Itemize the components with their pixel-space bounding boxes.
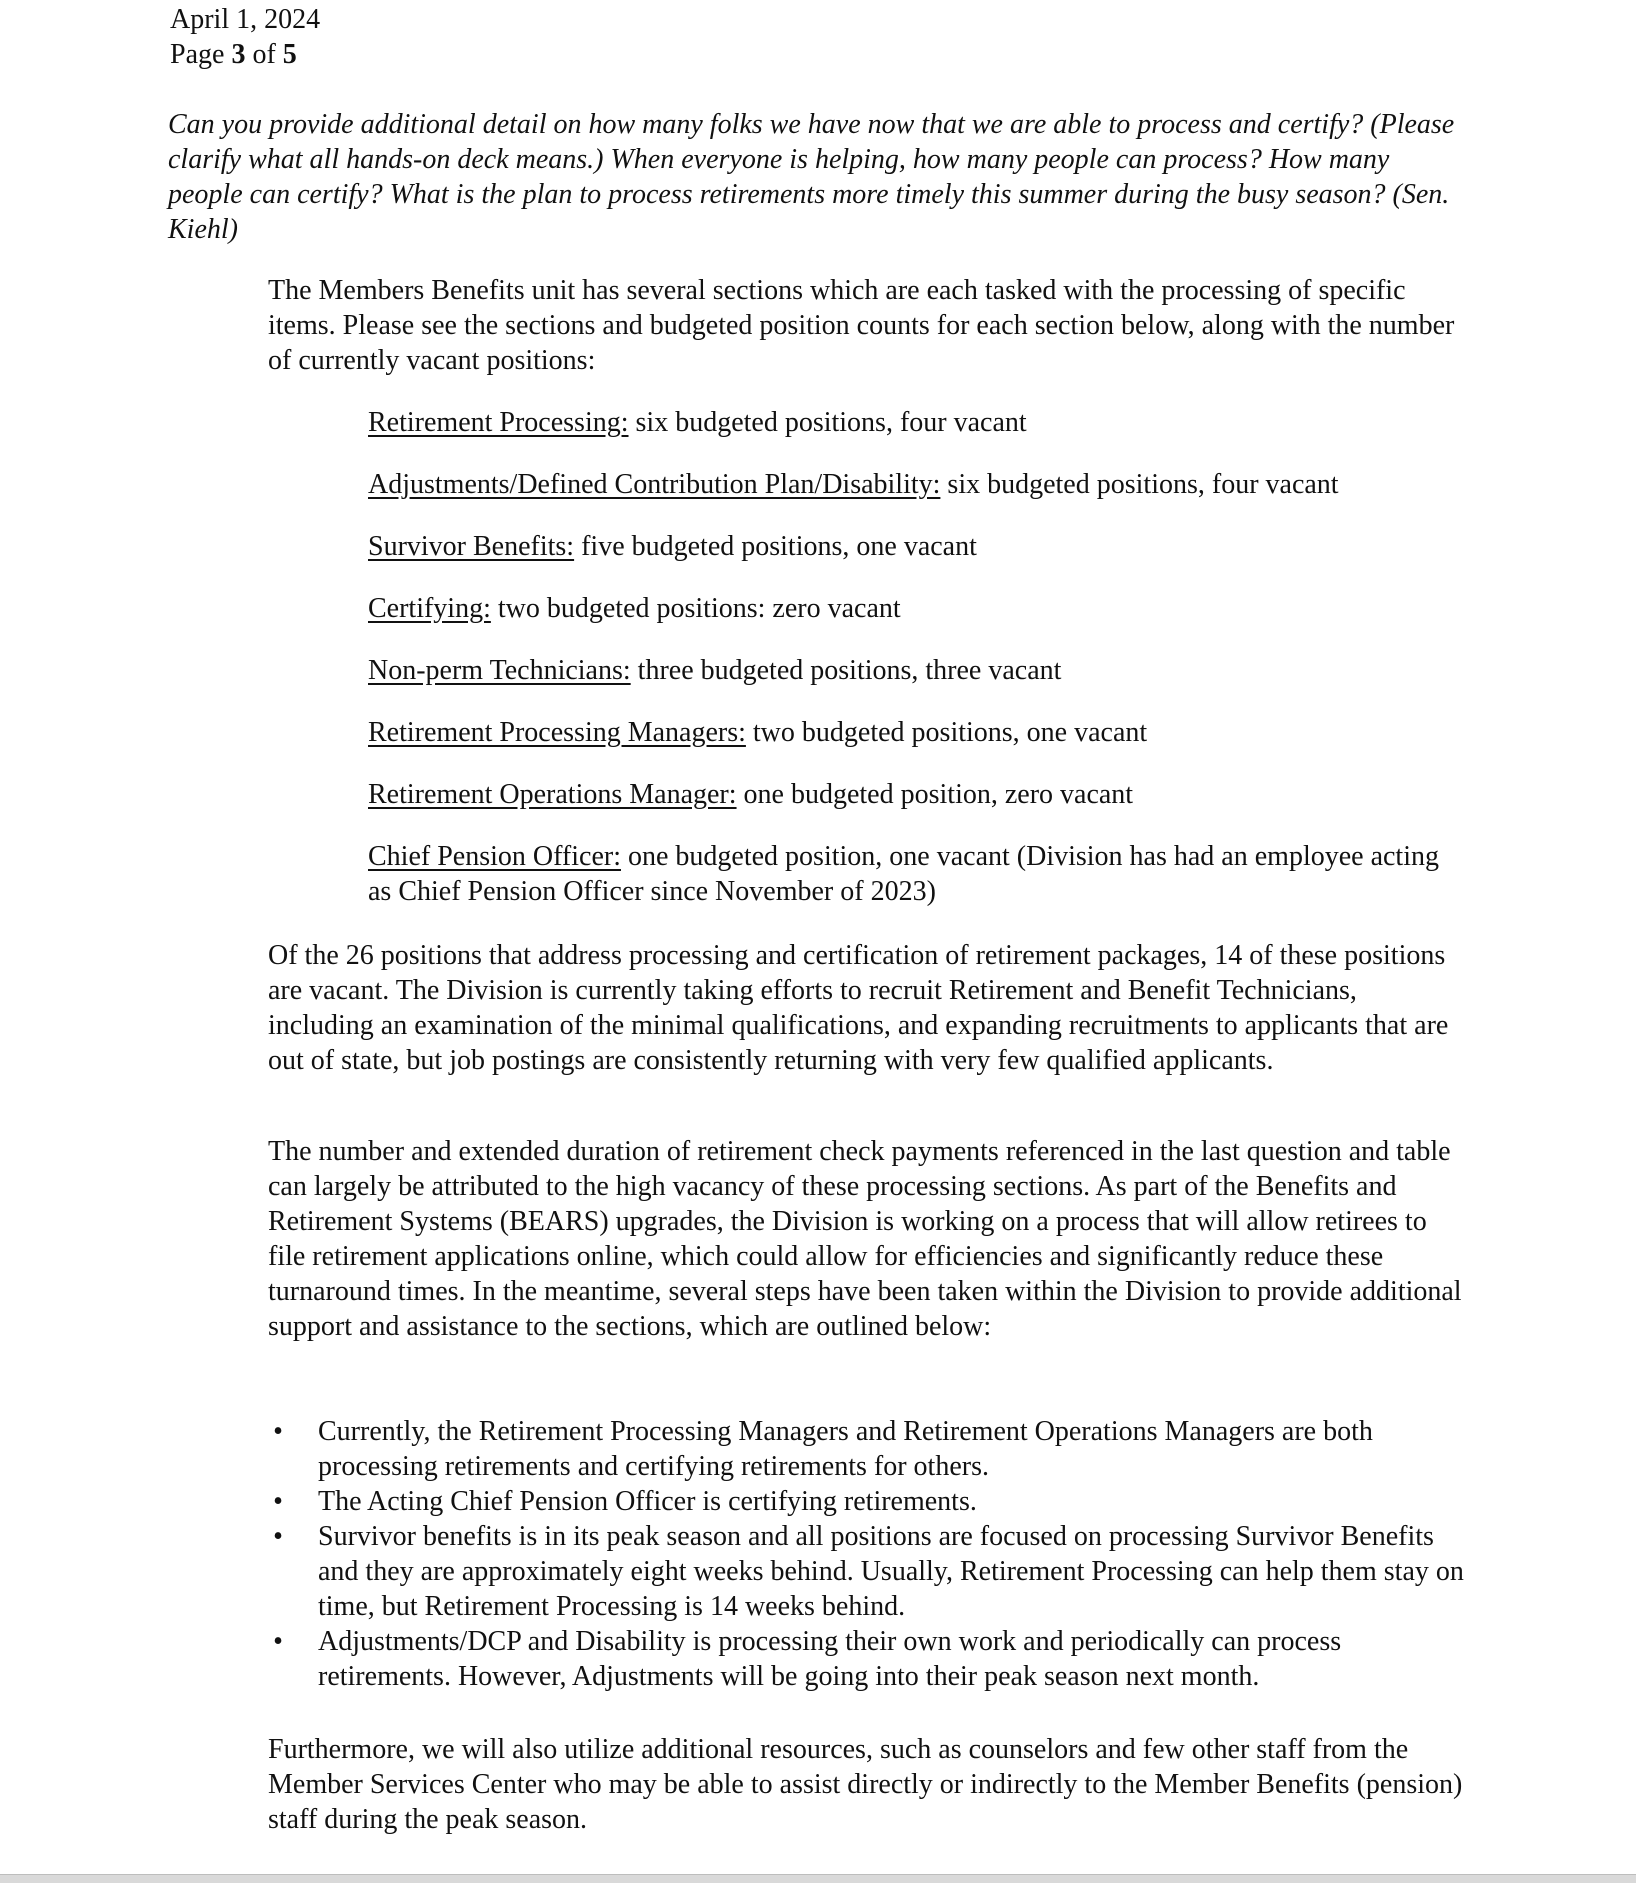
section-item [368,715,1468,750]
vacancies-paragraph: Of the 26 positions that address processing and certification of retirement packages, 14 of these positions are vacant. The Division is currently taking efforts to recruit Retirement and Benefit Technicians, including an examination of the minimal qualifications, and expanding recruitments to applicants that are out of state, but job postings are consistently returning with very few qualified applicants. [268,940,1449,1076]
intro-paragraph: The Members Benefits unit has several sections which are each tasked with the processing of specific items. Please see the sections and budgeted position counts for each section below, along with the number of currently vacant positions: [268,275,1455,376]
furthermore-paragraph: Furthermore, we will also utilize additional resources, such as counselors and few other staff from the Member Services Center who may be able to assist directly or indirectly to the Member Benefits (pension) staff during the peak season. [268,1734,1463,1835]
bullet-icon: • [273,1486,283,1517]
section-name: Survivor Benefits: [368,531,575,562]
list-item [268,1484,1468,1519]
section-detail: five budgeted positions, one vacant [574,531,977,562]
list-item [268,1624,1468,1694]
section-detail: three budgeted positions, three vacant [630,655,1062,686]
section-item [368,653,1468,688]
section-name: Certifying: [368,593,491,624]
section-detail: two budgeted positions, one vacant [745,717,1148,748]
bullet-icon: • [273,1626,283,1657]
bullet-icon: • [273,1416,283,1447]
page-prefix: Page [170,39,232,70]
section-name: Retirement Operations Manager: [368,779,737,810]
section-item [368,777,1468,812]
section-name: Adjustments/Defined Contribution Plan/Disability: [368,469,941,500]
list-item [268,1519,1468,1624]
bullet-text: Currently, the Retirement Processing Managers and Retirement Operations Managers are both processing retirements and certifying retirements for others. [318,1416,1373,1482]
section-item [368,467,1468,502]
list-item [268,1414,1468,1484]
page-current: 3 [231,39,246,70]
section-item [368,591,1468,626]
bullet-text: The Acting Chief Pension Officer is certifying retirements. [318,1486,977,1517]
section-item [368,405,1468,440]
section-detail: one budgeted position, zero vacant [736,779,1134,810]
header-date: April 1, 2024 [170,4,321,35]
section-detail: one budgeted position, one vacant (Division has had an employee acting as Chief Pension Officer since November of 2023) [368,841,1439,907]
section-detail: two budgeted positions: zero vacant [490,593,901,624]
section-list [368,405,1468,936]
section-name: Non-perm Technicians: [368,655,631,686]
section-item [368,529,1468,564]
bears-paragraph: The number and extended duration of retirement check payments referenced in the last question and table can largely be attributed to the high vacancy of these processing sections. As part of the Benefits and Retirement Systems (BEARS) upgrades, the Division is working on a process that will allow retirees to file retirement applications online, which could allow for efficiencies and significantly reduce these turnaround times. In the meantime, several steps have been taken within the Division to provide additional support and assistance to the sections, which are outlined below: [268,1136,1462,1342]
question-text: Can you provide additional detail on how many folks we have now that we are able to process and certify? (Please clarify what all hands-on deck means.) When everyone is helping, how many people can process? How many people can certify? What is the plan to process retirements more timely this summer during the busy season? (Sen. Kiehl) [168,109,1455,245]
bullet-list [268,1414,1468,1694]
section-detail: six budgeted positions, four vacant [628,407,1027,438]
header-page-number [170,37,320,72]
section-name: Retirement Processing Managers: [368,717,746,748]
section-detail: six budgeted positions, four vacant [940,469,1339,500]
section-name: Chief Pension Officer: [368,841,621,872]
page-of: of [245,39,283,70]
section-item [368,839,1468,909]
bullet-text: Adjustments/DCP and Disability is processing their own work and periodically can process retirements. However, Adjustments will be going into their peak season next month. [318,1626,1342,1692]
section-name: Retirement Processing: [368,407,629,438]
page-total: 5 [282,39,297,70]
page-header [170,2,320,72]
bullet-text: Survivor benefits is in its peak season and all positions are focused on processing Survivor Benefits and they are approximately eight weeks behind. Usually, Retirement Processing can help them stay on time, but Retirement Processing is 14 weeks behind. [318,1521,1464,1622]
bullet-icon: • [273,1521,283,1552]
